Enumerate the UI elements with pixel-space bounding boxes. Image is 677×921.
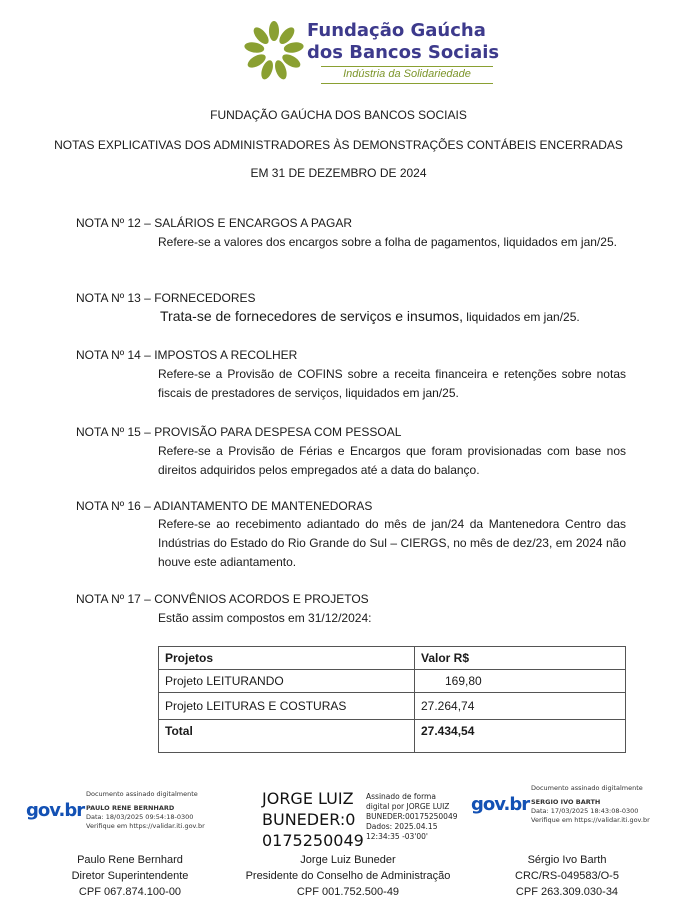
foundation-logo <box>243 18 503 88</box>
header-line-2: NOTAS EXPLICATIVAS DOS ADMINISTRADORES ÀS DEMONSTRAÇÕES CONTÁBEIS ENCERRADAS <box>54 138 623 152</box>
signature-big-line2: BUNEDER:0 <box>262 810 356 829</box>
signatory-cpf: CPF 001.752.500-49 <box>296 886 400 898</box>
govbr-logo: gov.br <box>26 800 85 821</box>
stamp-date: Data: 17/03/2025 18:43:08-0300 <box>531 807 639 815</box>
header-line-1: FUNDAÇÃO GAÚCHA DOS BANCOS SOCIAIS <box>210 108 467 122</box>
stamp-signer: PAULO RENE BERNHARD <box>86 804 175 812</box>
note-13-body-small: liquidados em jan/25. <box>462 310 580 324</box>
signatory-cpf: CPF 263.309.030-34 <box>515 886 619 898</box>
table-cell-value: 27.264,74 <box>415 693 626 720</box>
projects-table <box>158 646 626 753</box>
signature-small-line4: Dados: 2025.04.15 <box>366 822 438 831</box>
note-15-title: NOTA Nº 15 – PROVISÃO PARA DESPESA COM PESSOAL <box>76 425 402 439</box>
signatory-left <box>30 852 230 900</box>
table-header-projects: Projetos <box>159 647 415 670</box>
note-14-body: Refere-se a Provisão de COFINS sobre a receita financeira e retenções sobre notas fiscais de prestadores de serviços, liquidados em jan/25. <box>158 367 626 400</box>
signatory-role: CRC/RS-049583/O-5 <box>515 870 619 882</box>
signatory-right <box>482 852 652 900</box>
stamp-verify: Verifique em https://validar.iti.gov.br <box>531 816 650 824</box>
signatory-center <box>245 852 451 900</box>
table-header-value: Valor R$ <box>415 647 626 670</box>
table-total-value: 27.434,54 <box>415 720 626 753</box>
stamp-date: Data: 18/03/2025 09:54:18-0300 <box>86 813 194 821</box>
signatory-cpf: CPF 067.874.100-00 <box>78 886 182 898</box>
govbr-logo: gov.br <box>471 794 530 815</box>
logo-title-line1: Fundação Gaúcha <box>307 20 486 41</box>
note-12-title: NOTA Nº 12 – SALÁRIOS E ENCARGOS A PAGAR <box>76 216 353 230</box>
stamp-header: Documento assinado digitalmente <box>531 784 643 792</box>
note-13-body-large: Trata-se de fornecedores de serviços e insumos, <box>160 308 463 324</box>
note-13-body <box>160 308 580 326</box>
note-16-title: NOTA Nº 16 – ADIANTAMENTO DE MANTENEDORAS <box>76 499 373 513</box>
signatory-name: Sérgio Ivo Barth <box>527 854 607 866</box>
note-16-body: Refere-se ao recebimento adiantado do mês de jan/24 da Mantenedora Centro das Indústrias do Estado do Rio Grande do Sul – CIERGS, no mês de dez/23, em 2024 não houve este adiantamento. <box>158 517 626 569</box>
signatory-role: Presidente do Conselho de Administração <box>245 870 451 882</box>
signature-small-line2: digital por JORGE LUIZ <box>366 802 450 811</box>
note-17-title: NOTA Nº 17 – CONVÊNIOS ACORDOS E PROJETOS <box>76 592 369 606</box>
logo-tagline: Indústria da Solidariedade <box>321 66 493 84</box>
table-total-row <box>159 720 626 753</box>
signature-small-line3: BUNEDER:00175250049 <box>366 812 458 821</box>
stamp-verify: Verifique em https://validar.iti.gov.br <box>86 822 205 830</box>
stamp-header: Documento assinado digitalmente <box>86 790 198 798</box>
note-15-body: Refere-se a Provisão de Férias e Encargos que foram provisionadas com base nos direitos adquiridos pelos empregados até a data do balanço. <box>158 444 626 477</box>
note-12-body: Refere-se a valores dos encargos sobre a folha de pagamentos, liquidados em jan/25. <box>158 235 617 249</box>
table-row <box>159 670 626 693</box>
stamp-signer: SERGIO IVO BARTH <box>531 798 601 806</box>
table-total-label: Total <box>159 720 415 753</box>
table-cell-project: Projeto LEITURANDO <box>159 670 415 693</box>
sun-flower-icon <box>243 18 305 84</box>
signature-big-line3: 0175250049 <box>262 831 364 850</box>
logo-title-line2: dos Bancos Sociais <box>307 42 500 63</box>
govbr-signature-stamp-right <box>471 782 671 832</box>
signatory-role: Diretor Superintendente <box>71 870 189 882</box>
signatory-name: Paulo Rene Bernhard <box>77 854 183 866</box>
signature-big-line1: JORGE LUIZ <box>262 789 354 808</box>
note-17-body: Estão assim compostos em 31/12/2024: <box>158 611 372 625</box>
note-14-title: NOTA Nº 14 – IMPOSTOS A RECOLHER <box>76 348 298 362</box>
digital-signature-center <box>262 788 462 850</box>
signatory-name: Jorge Luiz Buneder <box>300 854 396 866</box>
note-13-title: NOTA Nº 13 – FORNECEDORES <box>76 291 256 305</box>
govbr-signature-stamp-left <box>26 788 226 838</box>
header-line-3: EM 31 DE DEZEMBRO DE 2024 <box>250 166 427 180</box>
table-header-row <box>159 647 626 670</box>
table-cell-project: Projeto LEITURAS E COSTURAS <box>159 693 415 720</box>
table-cell-value: 169,80 <box>415 670 626 693</box>
signature-small-line1: Assinado de forma <box>366 792 436 801</box>
signature-small-line5: 12:34:35 -03'00' <box>366 832 428 841</box>
table-row <box>159 693 626 720</box>
